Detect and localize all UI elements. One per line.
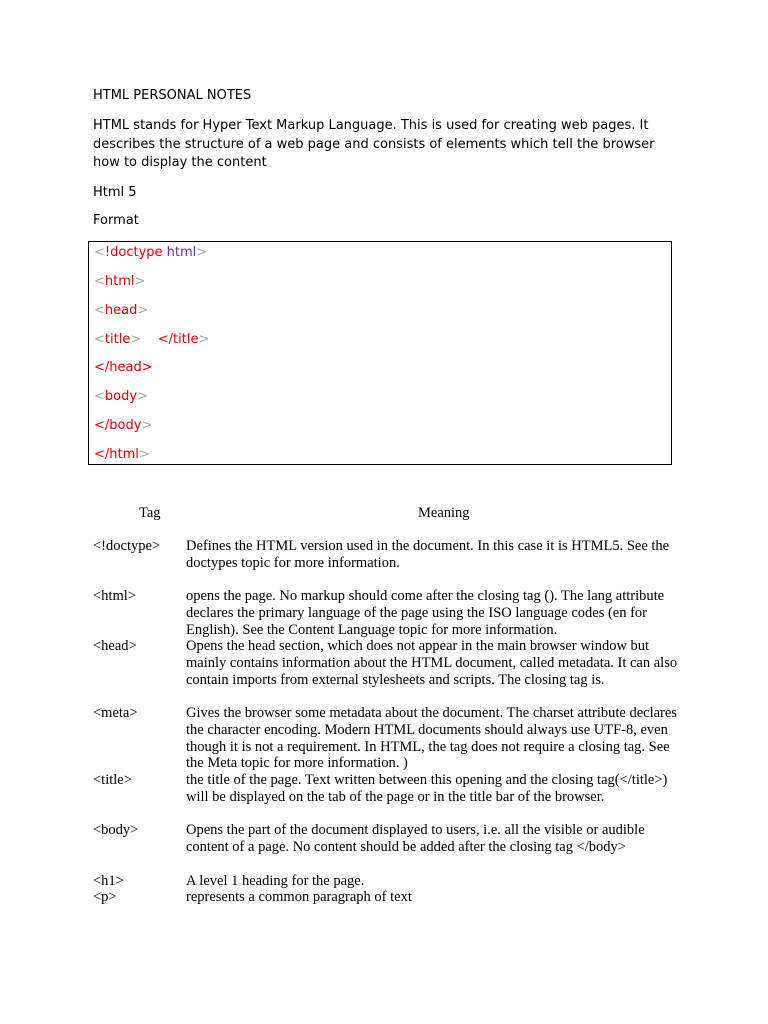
code-tag: title xyxy=(173,332,199,347)
row-tag: <head> xyxy=(93,638,137,654)
code-bracket: > xyxy=(130,332,142,347)
code-line-head-close xyxy=(94,360,153,375)
code-tag: > xyxy=(141,360,153,375)
code-bracket: < xyxy=(94,389,105,404)
code-line-body-close xyxy=(94,418,152,433)
row-meaning: A level 1 heading for the page. xyxy=(186,873,365,889)
code-box xyxy=(88,241,672,465)
code-bracket: > xyxy=(138,447,150,462)
row-tag: <html> xyxy=(93,588,136,604)
code-line-html-open xyxy=(94,274,145,289)
code-bracket: > xyxy=(198,332,210,347)
format-label: Format xyxy=(93,213,139,228)
code-line-title xyxy=(94,332,209,347)
code-bracket: > xyxy=(137,303,149,318)
code-tag: head xyxy=(104,303,138,318)
code-line-head-open xyxy=(94,303,148,318)
code-line-doctype xyxy=(94,245,207,260)
code-tag: </ xyxy=(94,360,110,375)
code-tag: body xyxy=(109,418,142,433)
code-tag: html xyxy=(104,274,135,289)
code-line-body-open xyxy=(94,389,148,404)
row-meaning: represents a common paragraph of text xyxy=(186,889,412,905)
code-bracket: > xyxy=(137,389,148,404)
code-tag: head xyxy=(109,360,142,375)
intro-paragraph: HTML stands for Hyper Text Markup Language. This is used for creating web pages. It describes the structure of a web page and consists of elements which tell the browser how to display the content xyxy=(93,118,655,170)
row-tag: <!doctype> xyxy=(93,538,161,554)
doc-title: HTML PERSONAL NOTES xyxy=(93,88,252,103)
html-version-label: Html 5 xyxy=(93,185,137,200)
row-meaning: Gives the browser some metadata about the document. The charset attribute declares the character encoding. Modern HTML documents should always use UTF-8, even though it is not a requirement. In HTML, the tag does not require a closing tag. See the Meta topic for more information. ) xyxy=(186,705,677,772)
row-meaning: Opens the part of the document displayed to users, i.e. all the visible or audible content of a page. No content should be added after the closing tag </body> xyxy=(186,822,645,855)
code-tag: </ xyxy=(94,418,110,433)
code-line-html-close xyxy=(94,447,150,462)
row-meaning: the title of the page. Text written between this opening and the closing tag(</title>) will be displayed on the tab of the page or in the title bar of the browser. xyxy=(186,772,668,805)
code-bracket: > xyxy=(196,245,208,260)
code-bracket: < xyxy=(94,332,105,347)
code-bracket: > xyxy=(141,418,153,433)
row-tag: <title> xyxy=(93,772,132,788)
table-header-tag: Tag xyxy=(139,505,161,521)
row-meaning: Opens the head section, which does not appear in the main browser window but mainly contains information about the HTML document, called metadata. It can also contain imports from external stylesheets and scripts. The closing tag is. xyxy=(186,638,678,688)
code-bracket: > xyxy=(134,274,146,289)
table-header-meaning: Meaning xyxy=(418,505,470,521)
row-tag: <p> xyxy=(93,889,117,905)
code-bracket: < xyxy=(94,245,105,260)
row-tag: <body> xyxy=(93,822,139,838)
code-tag: </ xyxy=(141,332,174,347)
code-attribute: html xyxy=(166,245,197,260)
code-bracket: < xyxy=(94,274,105,289)
row-tag: <h1> xyxy=(93,873,124,889)
code-tag: </ xyxy=(94,447,110,462)
row-tag: <meta> xyxy=(93,705,138,721)
code-bracket: < xyxy=(94,303,105,318)
code-tag: body xyxy=(104,389,138,404)
code-tag: title xyxy=(104,332,131,347)
row-meaning: opens the page. No markup should come after the closing tag (). The lang attribute declares the primary language of the page using the ISO language codes (en for English). See the Content Language topic for more information. xyxy=(186,588,665,638)
code-tag: !doctype xyxy=(104,245,167,260)
code-tag: html xyxy=(109,447,139,462)
row-meaning: Defines the HTML version used in the document. In this case it is HTML5. See the doctypes topic for more information. xyxy=(186,538,670,571)
